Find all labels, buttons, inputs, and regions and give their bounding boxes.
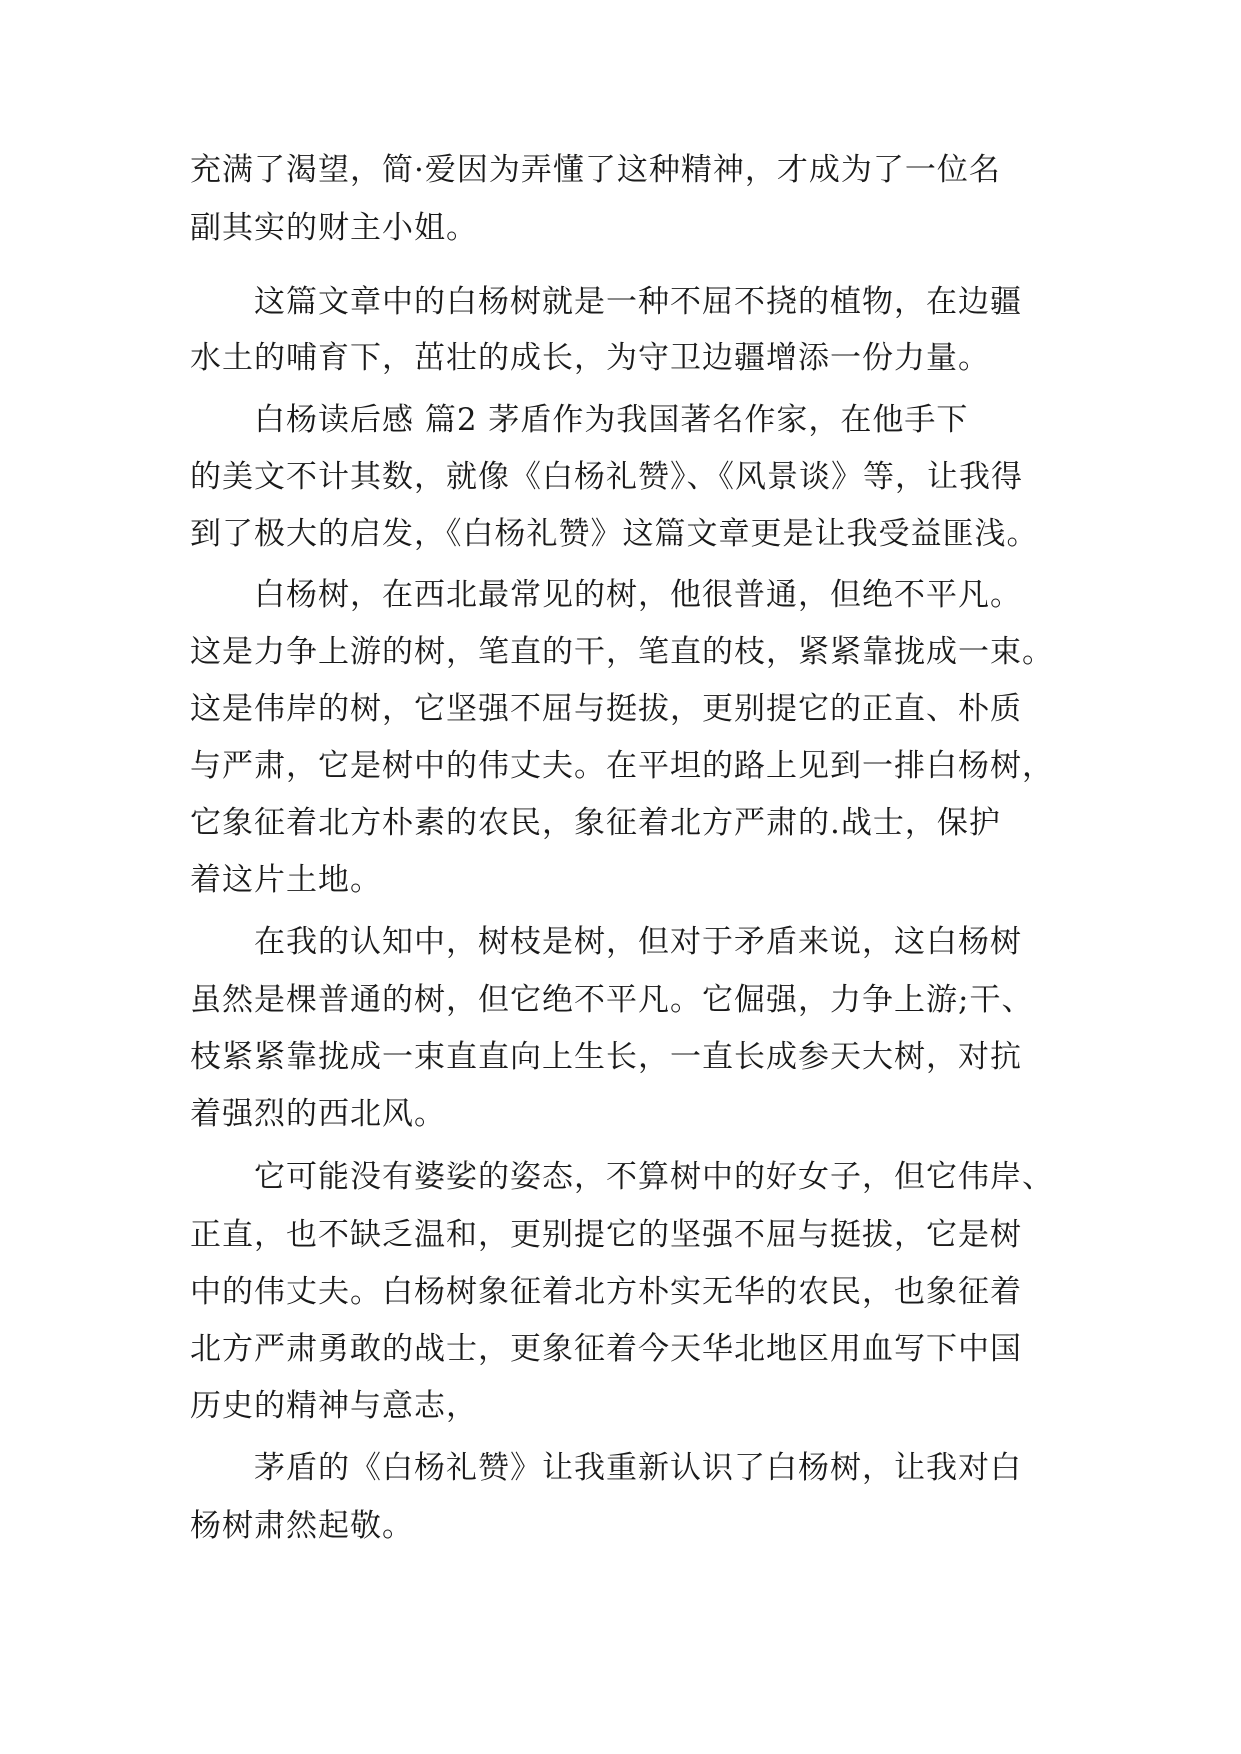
text-line: 充满了渴望，简·爱因为弄懂了这种精神，才成为了一位名 [190, 152, 1001, 188]
text-line: 杨树肃然起敬。 [190, 1508, 414, 1544]
text-line: 这是力争上游的树，笔直的干，笔直的枝，紧紧靠拢成一束。 [190, 634, 1054, 670]
text-line: 着这片土地。 [190, 862, 382, 898]
section-heading-line: 白杨读后感 篇2 茅盾作为我国著名作家，在他手下 [254, 402, 969, 438]
text-line: 北方严肃勇敢的战士，更象征着今天华北地区用血写下中国 [190, 1331, 1022, 1367]
text-line: 茅盾的《白杨礼赞》让我重新认识了白杨树，让我对白 [254, 1450, 1022, 1486]
text-line: 枝紧紧靠拢成一束直直向上生长，一直长成参天大树，对抗 [190, 1039, 1022, 1075]
text-line: 到了极大的启发，《白杨礼赞》这篇文章更是让我受益匪浅。 [190, 516, 1039, 552]
text-line: 这篇文章中的白杨树就是一种不屈不挠的植物，在边疆 [254, 284, 1022, 320]
text-line: 着强烈的西北风。 [190, 1096, 446, 1132]
text-line: 它可能没有婆娑的姿态，不算树中的好女子，但它伟岸、 [254, 1159, 1054, 1195]
text-line: 这是伟岸的树，它坚强不屈与挺拔，更别提它的正直、朴质 [190, 691, 1022, 727]
text-line: 白杨树，在西北最常见的树，他很普通，但绝不平凡。 [254, 577, 1022, 613]
text-line: 历史的精神与意志， [190, 1388, 478, 1424]
text-line: 水土的哺育下，茁壮的成长，为守卫边疆增添一份力量。 [190, 340, 990, 376]
text-line: 的美文不计其数，就像《白杨礼赞》、《风景谈》等，让我得 [190, 459, 1023, 495]
text-line: 中的伟丈夫。白杨树象征着北方朴实无华的农民，也象征着 [190, 1274, 1022, 1310]
text-line: 虽然是棵普通的树，但它绝不平凡。它倔强，力争上游;干、 [190, 982, 1034, 1018]
text-line: 副其实的财主小姐。 [190, 210, 478, 246]
text-line: 与严肃，它是树中的伟丈夫。在平坦的路上见到一排白杨树， [190, 748, 1054, 784]
text-line: 在我的认知中，树枝是树，但对于矛盾来说，这白杨树 [254, 924, 1022, 960]
text-line: 它象征着北方朴素的农民，象征着北方严肃的.战士，保护 [190, 805, 1001, 841]
text-line: 正直，也不缺乏温和，更别提它的坚强不屈与挺拔，它是树 [190, 1217, 1022, 1253]
